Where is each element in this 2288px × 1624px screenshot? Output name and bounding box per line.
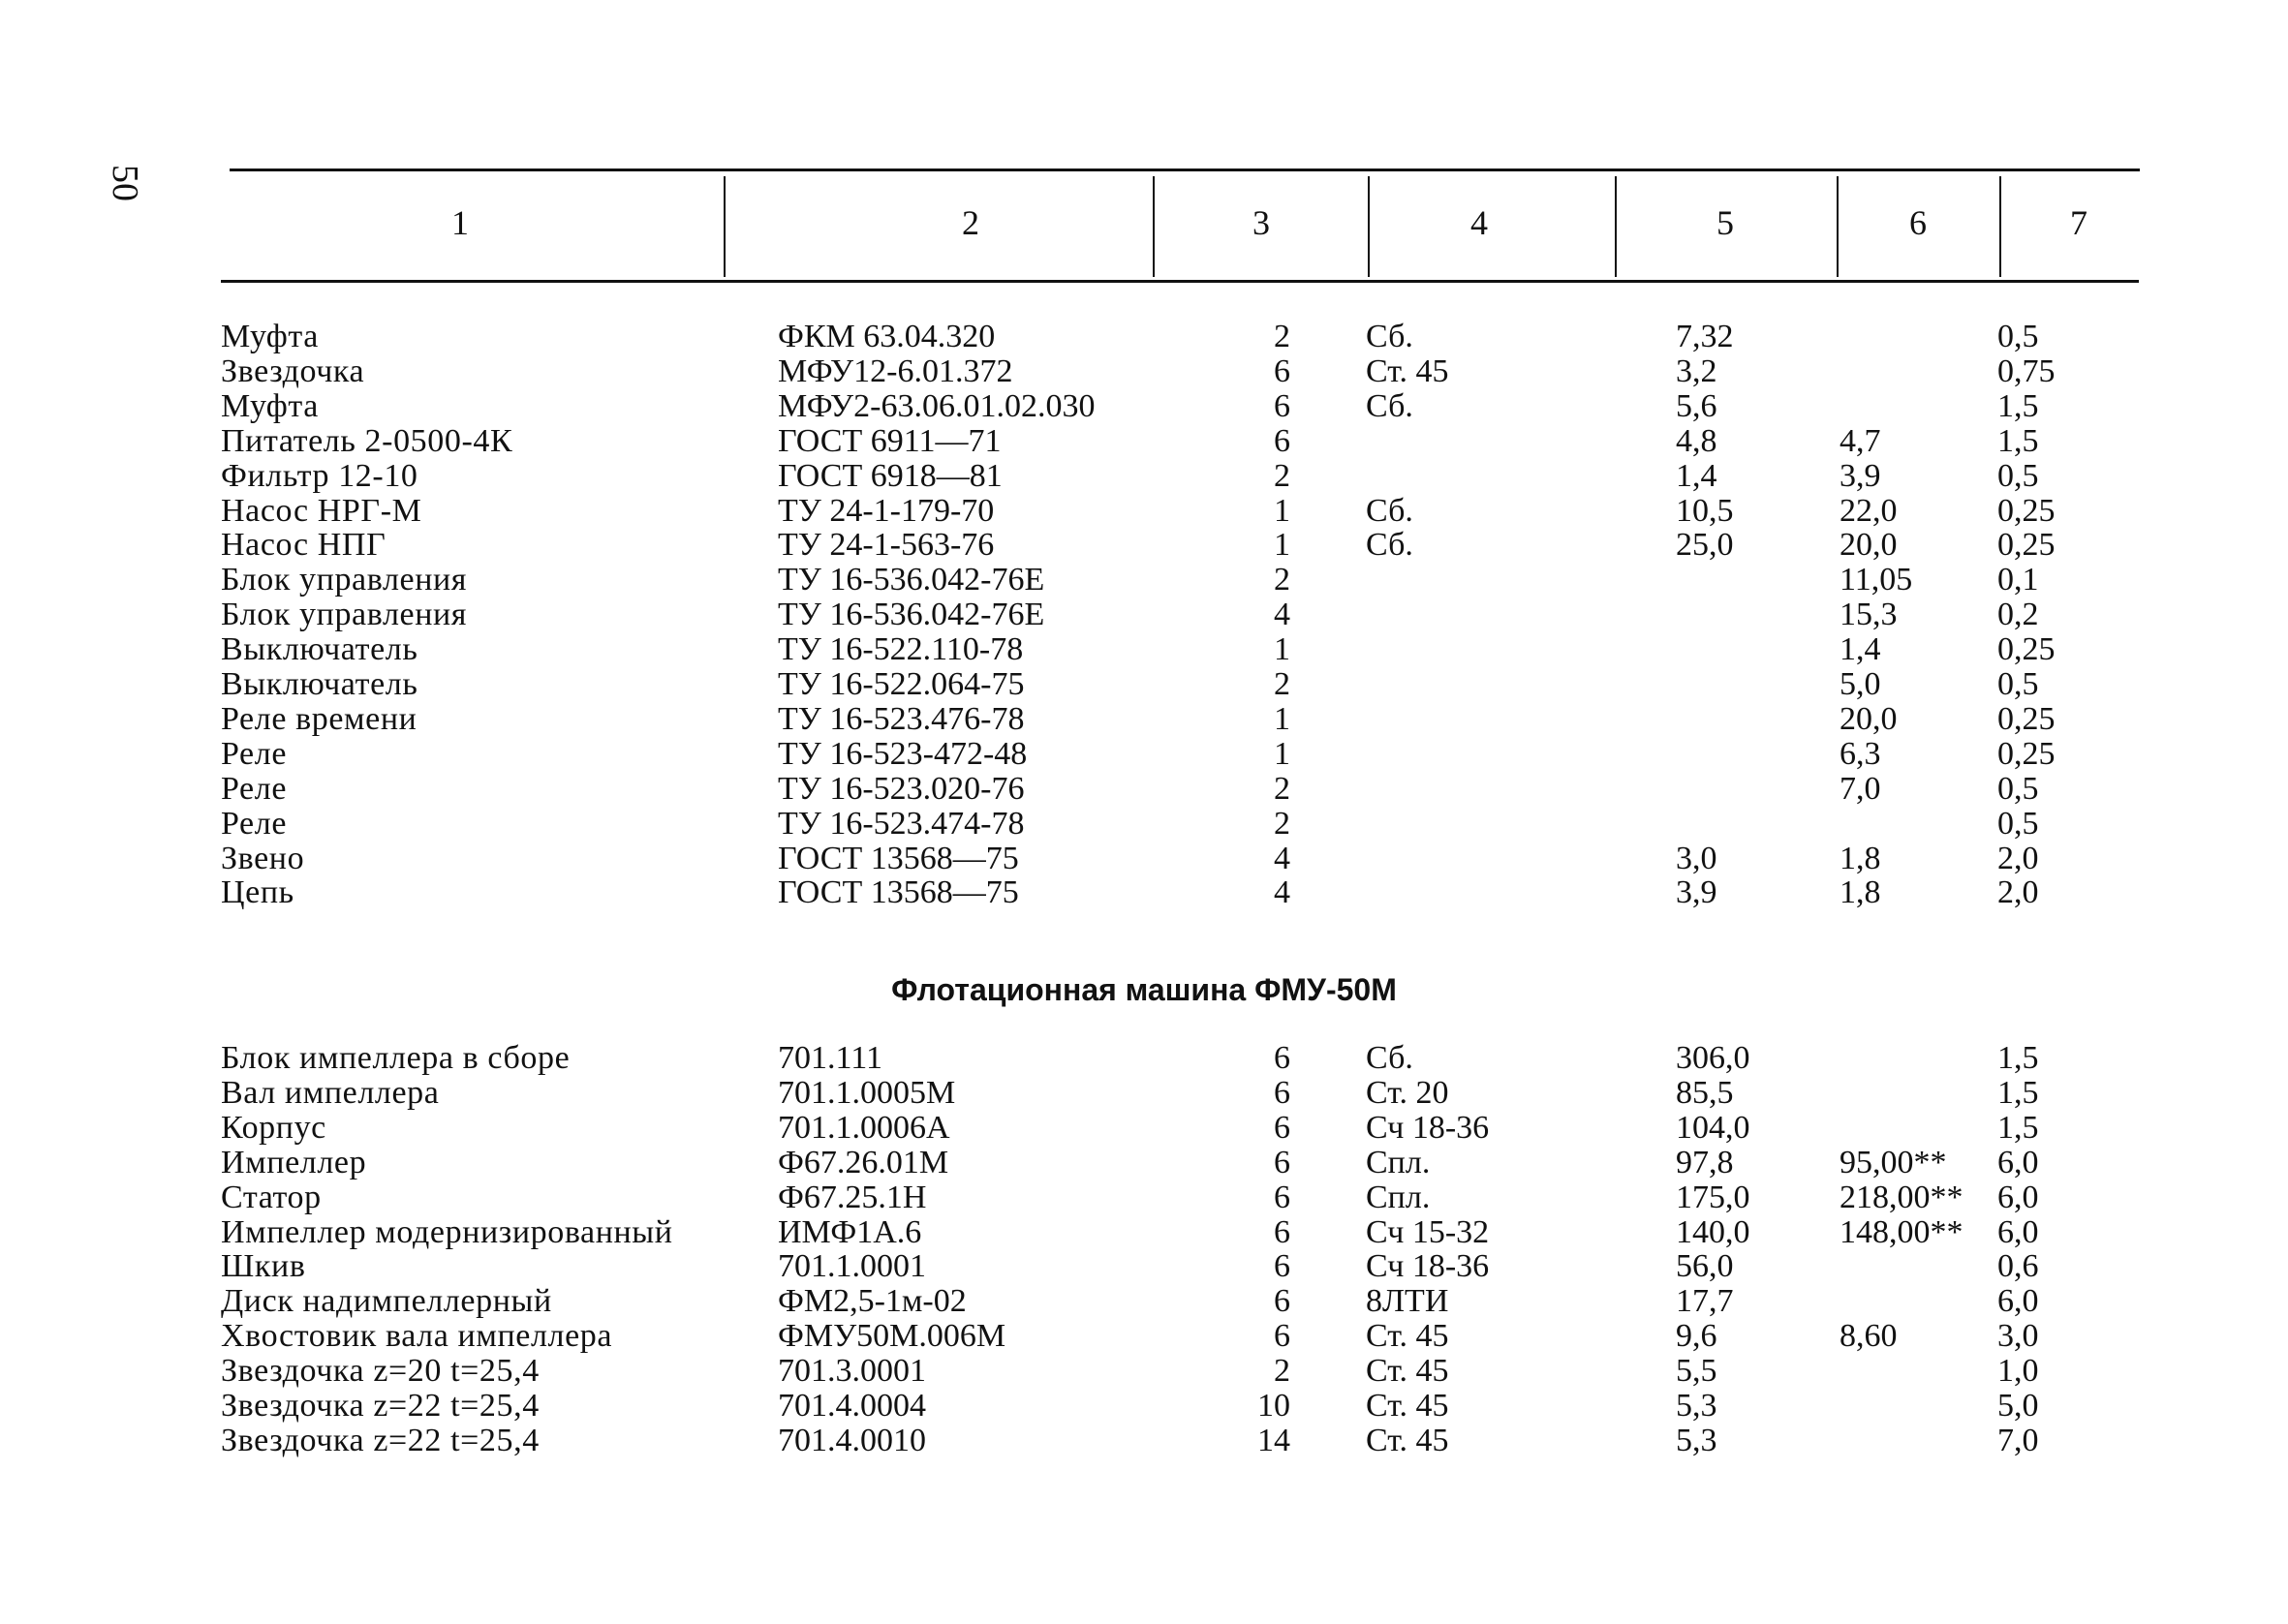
- table-cell-col2: ТУ 16-523.476-78: [778, 700, 1025, 737]
- table-cell-col7: 0,1: [1997, 562, 2039, 598]
- column-divider: [1837, 176, 1839, 277]
- column-divider: [1999, 176, 2001, 277]
- table-row: [0, 1076, 2288, 1111]
- table-cell-col5: 3,9: [1676, 874, 1717, 911]
- table-cell-col3: 1: [1274, 631, 1290, 668]
- table-row: [0, 563, 2288, 598]
- table-cell-col7: 1,5: [1997, 422, 2039, 459]
- table-row: [0, 702, 2288, 737]
- table-row: [0, 1041, 2288, 1076]
- table-cell-col4: Сб.: [1366, 1040, 1413, 1076]
- table-cell-col1: Цепь: [221, 874, 294, 911]
- table-cell-col1: Муфта: [221, 319, 319, 354]
- column-header-4: 4: [1470, 203, 1488, 242]
- table-row: [0, 424, 2288, 459]
- table-cell-col6: 3,9: [1840, 457, 1881, 494]
- table-cell-col3: 6: [1274, 1283, 1290, 1320]
- table-row: [0, 807, 2288, 842]
- table-cell-col5: 85,5: [1676, 1074, 1734, 1111]
- table-cell-col2: ФМ2,5-1м-02: [778, 1283, 967, 1320]
- table-header-bottom-rule: [221, 280, 2139, 283]
- table-cell-col2: ТУ 16-522.064-75: [778, 666, 1025, 702]
- table-cell-col4: 8ЛТИ: [1366, 1283, 1449, 1320]
- table-cell-col1: Реле: [221, 770, 288, 807]
- table-cell-col5: 25,0: [1676, 527, 1734, 564]
- table-cell-col7: 0,2: [1997, 597, 2039, 633]
- table-cell-col4: Сб.: [1366, 319, 1413, 354]
- table-cell-col2: ГОСТ 13568—75: [778, 874, 1019, 911]
- table-cell-col1: Вал импеллера: [221, 1074, 440, 1111]
- table-cell-col1: Корпус: [221, 1109, 326, 1146]
- table-cell-col6: 6,3: [1840, 735, 1881, 772]
- table-cell-col5: 7,32: [1676, 319, 1734, 354]
- table-cell-col2: 701.1.0001: [778, 1248, 926, 1285]
- table-cell-col7: 0,75: [1997, 352, 2056, 389]
- table-cell-col3: 2: [1274, 770, 1290, 807]
- table-cell-col7: 0,6: [1997, 1248, 2039, 1285]
- table-cell-col1: Звездочка: [221, 352, 365, 389]
- table-cell-col2: ТУ 24-1-563-76: [778, 527, 995, 564]
- table-cell-col1: Звездочка z=22 t=25,4: [221, 1388, 540, 1424]
- table-row: [0, 528, 2288, 563]
- table-cell-col3: 1: [1274, 700, 1290, 737]
- table-cell-col7: 0,5: [1997, 666, 2039, 702]
- table-cell-col4: Ст. 20: [1366, 1074, 1449, 1111]
- table-cell-col5: 104,0: [1676, 1109, 1750, 1146]
- table-row: [0, 494, 2288, 529]
- table-cell-col1: Фильтр 12-10: [221, 457, 418, 494]
- table-cell-col5: 9,6: [1676, 1318, 1717, 1355]
- table-cell-col7: 1,5: [1997, 1109, 2039, 1146]
- table-row: [0, 1146, 2288, 1180]
- table-row: [0, 459, 2288, 494]
- table-cell-col7: 0,5: [1997, 770, 2039, 807]
- table-cell-col3: 6: [1274, 1179, 1290, 1215]
- column-divider: [724, 176, 726, 277]
- table-cell-col3: 2: [1274, 457, 1290, 494]
- table-cell-col6: 1,8: [1840, 874, 1881, 911]
- table-cell-col5: 1,4: [1676, 457, 1717, 494]
- table-cell-col3: 6: [1274, 1213, 1290, 1250]
- table-cell-col4: Спл.: [1366, 1144, 1431, 1180]
- table-cell-col2: Ф67.26.01М: [778, 1144, 949, 1180]
- table-cell-col4: Сб.: [1366, 492, 1413, 529]
- table-cell-col6: 4,7: [1840, 422, 1881, 459]
- table-cell-col1: Звездочка z=22 t=25,4: [221, 1422, 540, 1458]
- table-cell-col1: Муфта: [221, 387, 319, 424]
- table-row: [0, 598, 2288, 632]
- table-cell-col5: 140,0: [1676, 1213, 1750, 1250]
- table-cell-col2: ФКМ 63.04.320: [778, 319, 996, 354]
- table-cell-col5: 10,5: [1676, 492, 1734, 529]
- table-cell-col4: Сб.: [1366, 387, 1413, 424]
- table-cell-col7: 6,0: [1997, 1179, 2039, 1215]
- table-cell-col7: 0,25: [1997, 631, 2056, 668]
- table-cell-col3: 1: [1274, 527, 1290, 564]
- table-cell-col3: 6: [1274, 1144, 1290, 1180]
- table-cell-col1: Реле: [221, 735, 288, 772]
- table-cell-col2: ФМУ50М.006М: [778, 1318, 1006, 1355]
- table-cell-col6: 15,3: [1840, 597, 1898, 633]
- table-cell-col2: 701.4.0004: [778, 1388, 926, 1424]
- table-cell-col7: 0,25: [1997, 527, 2056, 564]
- table-cell-col1: Хвостовик вала импеллера: [221, 1318, 613, 1355]
- table-cell-col2: 701.111: [778, 1040, 882, 1076]
- table-cell-col5: 56,0: [1676, 1248, 1734, 1285]
- table-cell-col3: 2: [1274, 805, 1290, 842]
- table-cell-col1: Импеллер: [221, 1144, 367, 1180]
- table-cell-col3: 6: [1274, 1318, 1290, 1355]
- table-cell-col2: 701.1.0005М: [778, 1074, 956, 1111]
- table-row: [0, 354, 2288, 389]
- table-cell-col1: Звездочка z=20 t=25,4: [221, 1353, 540, 1390]
- table-cell-col7: 1,5: [1997, 1040, 2039, 1076]
- table-cell-col2: ГОСТ 6918—81: [778, 457, 1003, 494]
- table-cell-col3: 6: [1274, 1040, 1290, 1076]
- table-cell-col3: 1: [1274, 735, 1290, 772]
- column-header-5: 5: [1716, 203, 1734, 242]
- section-title: Флотационная машина ФМУ-50М: [891, 972, 1397, 1007]
- table-row: [0, 772, 2288, 807]
- table-cell-col2: ГОСТ 6911—71: [778, 422, 1002, 459]
- table-cell-col3: 2: [1274, 562, 1290, 598]
- table-cell-col3: 6: [1274, 1248, 1290, 1285]
- table-row: [0, 1319, 2288, 1354]
- table-cell-col7: 5,0: [1997, 1388, 2039, 1424]
- table-cell-col1: Блок импеллера в сборе: [221, 1040, 571, 1076]
- table-cell-col3: 14: [1257, 1422, 1290, 1458]
- table-row: [0, 320, 2288, 354]
- table-cell-col1: Выключатель: [221, 666, 418, 702]
- table-cell-col2: МФУ2-63.06.01.02.030: [778, 387, 1096, 424]
- table-cell-col4: Спл.: [1366, 1179, 1431, 1215]
- table-cell-col1: Реле: [221, 805, 288, 842]
- table-cell-col2: ТУ 16-523-472-48: [778, 735, 1028, 772]
- page-number: 50: [105, 165, 145, 201]
- table-cell-col3: 2: [1274, 1353, 1290, 1390]
- table-row: [0, 1111, 2288, 1146]
- table-cell-col3: 6: [1274, 1074, 1290, 1111]
- column-header-7: 7: [2070, 203, 2087, 242]
- table-cell-col6: 95,00**: [1840, 1144, 1947, 1180]
- table-row: [0, 1284, 2288, 1319]
- table-cell-col4: Сч 18-36: [1366, 1248, 1490, 1285]
- table-cell-col1: Питатель 2-0500-4К: [221, 422, 513, 459]
- table-cell-col2: ТУ 16-522.110-78: [778, 631, 1024, 668]
- table-cell-col4: Ст. 45: [1366, 352, 1449, 389]
- table-cell-col3: 4: [1274, 874, 1290, 911]
- table-cell-col3: 4: [1274, 597, 1290, 633]
- table-cell-col3: 1: [1274, 492, 1290, 529]
- table-row: [0, 1215, 2288, 1250]
- table-cell-col1: Шкив: [221, 1248, 306, 1285]
- table-cell-col3: 6: [1274, 352, 1290, 389]
- column-header-6: 6: [1909, 203, 1927, 242]
- table-cell-col2: ТУ 24-1-179-70: [778, 492, 995, 529]
- table-cell-col5: 17,7: [1676, 1283, 1734, 1320]
- table-cell-col5: 5,3: [1676, 1422, 1717, 1458]
- table-cell-col7: 6,0: [1997, 1283, 2039, 1320]
- table-cell-col1: Диск надимпеллерный: [221, 1283, 552, 1320]
- table-row: [0, 1424, 2288, 1458]
- table-row: [0, 842, 2288, 876]
- table-cell-col2: ТУ 16-536.042-76Е: [778, 597, 1045, 633]
- table-cell-col1: Блок управления: [221, 597, 468, 633]
- table-cell-col7: 1,5: [1997, 387, 2039, 424]
- table-row: [0, 1249, 2288, 1284]
- table-cell-col2: МФУ12-6.01.372: [778, 352, 1013, 389]
- table-cell-col7: 6,0: [1997, 1144, 2039, 1180]
- column-header-3: 3: [1252, 203, 1270, 242]
- table-cell-col7: 3,0: [1997, 1318, 2039, 1355]
- table-cell-col7: 0,25: [1997, 735, 2056, 772]
- table-cell-col1: Выключатель: [221, 631, 418, 668]
- table-cell-col2: ТУ 16-523.474-78: [778, 805, 1025, 842]
- table-cell-col7: 0,25: [1997, 700, 2056, 737]
- table-cell-col7: 2,0: [1997, 840, 2039, 876]
- table-cell-col6: 148,00**: [1840, 1213, 1963, 1250]
- table-cell-col5: 3,2: [1676, 352, 1717, 389]
- table-cell-col2: ГОСТ 13568—75: [778, 840, 1019, 876]
- table-cell-col1: Насос НРГ-М: [221, 492, 422, 529]
- table-cell-col6: 11,05: [1840, 562, 1913, 598]
- table-cell-col3: 10: [1257, 1388, 1290, 1424]
- table-cell-col4: Ст. 45: [1366, 1353, 1449, 1390]
- table-cell-col2: ТУ 16-523.020-76: [778, 770, 1025, 807]
- table-cell-col5: 5,6: [1676, 387, 1717, 424]
- table-cell-col2: 701.4.0010: [778, 1422, 926, 1458]
- column-divider: [1615, 176, 1617, 277]
- table-row: [0, 1354, 2288, 1389]
- table-cell-col2: 701.1.0006А: [778, 1109, 950, 1146]
- table-cell-col5: 4,8: [1676, 422, 1717, 459]
- column-divider: [1368, 176, 1370, 277]
- table-cell-col2: Ф67.25.1Н: [778, 1179, 927, 1215]
- table-cell-col5: 5,3: [1676, 1388, 1717, 1424]
- table-cell-col6: 5,0: [1840, 666, 1881, 702]
- table-cell-col7: 0,25: [1997, 492, 2056, 529]
- table-cell-col7: 7,0: [1997, 1422, 2039, 1458]
- column-divider: [1153, 176, 1155, 277]
- table-row: [0, 737, 2288, 772]
- table-cell-col6: 22,0: [1840, 492, 1898, 529]
- table-cell-col7: 2,0: [1997, 874, 2039, 911]
- table-cell-col1: Блок управления: [221, 562, 468, 598]
- table-cell-col2: 701.3.0001: [778, 1353, 926, 1390]
- table-row: [0, 875, 2288, 910]
- table-row: [0, 632, 2288, 667]
- table-cell-col1: Импеллер модернизированный: [221, 1213, 673, 1250]
- table-row: [0, 389, 2288, 424]
- table-cell-col3: 6: [1274, 422, 1290, 459]
- table-cell-col4: Ст. 45: [1366, 1318, 1449, 1355]
- table-cell-col4: Ст. 45: [1366, 1388, 1449, 1424]
- table-cell-col3: 2: [1274, 666, 1290, 702]
- table-cell-col4: Сч 15-32: [1366, 1213, 1490, 1250]
- table-cell-col4: Ст. 45: [1366, 1422, 1449, 1458]
- table-cell-col5: 306,0: [1676, 1040, 1750, 1076]
- table-cell-col6: 8,60: [1840, 1318, 1898, 1355]
- table-cell-col7: 1,0: [1997, 1353, 2039, 1390]
- table-cell-col2: ТУ 16-536.042-76Е: [778, 562, 1045, 598]
- table-cell-col6: 1,4: [1840, 631, 1881, 668]
- table-cell-col2: ИМФ1А.6: [778, 1213, 922, 1250]
- table-cell-col6: 20,0: [1840, 700, 1898, 737]
- table-cell-col7: 1,5: [1997, 1074, 2039, 1111]
- table-cell-col3: 6: [1274, 1109, 1290, 1146]
- table-row: [0, 1389, 2288, 1424]
- table-cell-col5: 3,0: [1676, 840, 1717, 876]
- table-row: [0, 1180, 2288, 1215]
- table-cell-col1: Насос НПГ: [221, 527, 386, 564]
- table-cell-col3: 6: [1274, 387, 1290, 424]
- table-cell-col5: 97,8: [1676, 1144, 1734, 1180]
- table-cell-col5: 175,0: [1676, 1179, 1750, 1215]
- table-cell-col6: 218,00**: [1840, 1179, 1963, 1215]
- table-cell-col6: 7,0: [1840, 770, 1881, 807]
- table-cell-col6: 1,8: [1840, 840, 1881, 876]
- table-cell-col5: 5,5: [1676, 1353, 1717, 1390]
- table-top-rule: [230, 169, 2140, 171]
- column-header-1: 1: [451, 203, 469, 242]
- table-cell-col7: 6,0: [1997, 1213, 2039, 1250]
- table-cell-col1: Звено: [221, 840, 305, 876]
- column-header-2: 2: [962, 203, 979, 242]
- table-cell-col3: 4: [1274, 840, 1290, 876]
- table-cell-col4: Сч 18-36: [1366, 1109, 1490, 1146]
- table-cell-col1: Реле времени: [221, 700, 417, 737]
- table-cell-col7: 0,5: [1997, 805, 2039, 842]
- table-cell-col4: Сб.: [1366, 527, 1413, 564]
- table-cell-col1: Статор: [221, 1179, 322, 1215]
- table-cell-col7: 0,5: [1997, 319, 2039, 354]
- table-cell-col7: 0,5: [1997, 457, 2039, 494]
- table-cell-col3: 2: [1274, 319, 1290, 354]
- table-row: [0, 667, 2288, 702]
- table-cell-col6: 20,0: [1840, 527, 1898, 564]
